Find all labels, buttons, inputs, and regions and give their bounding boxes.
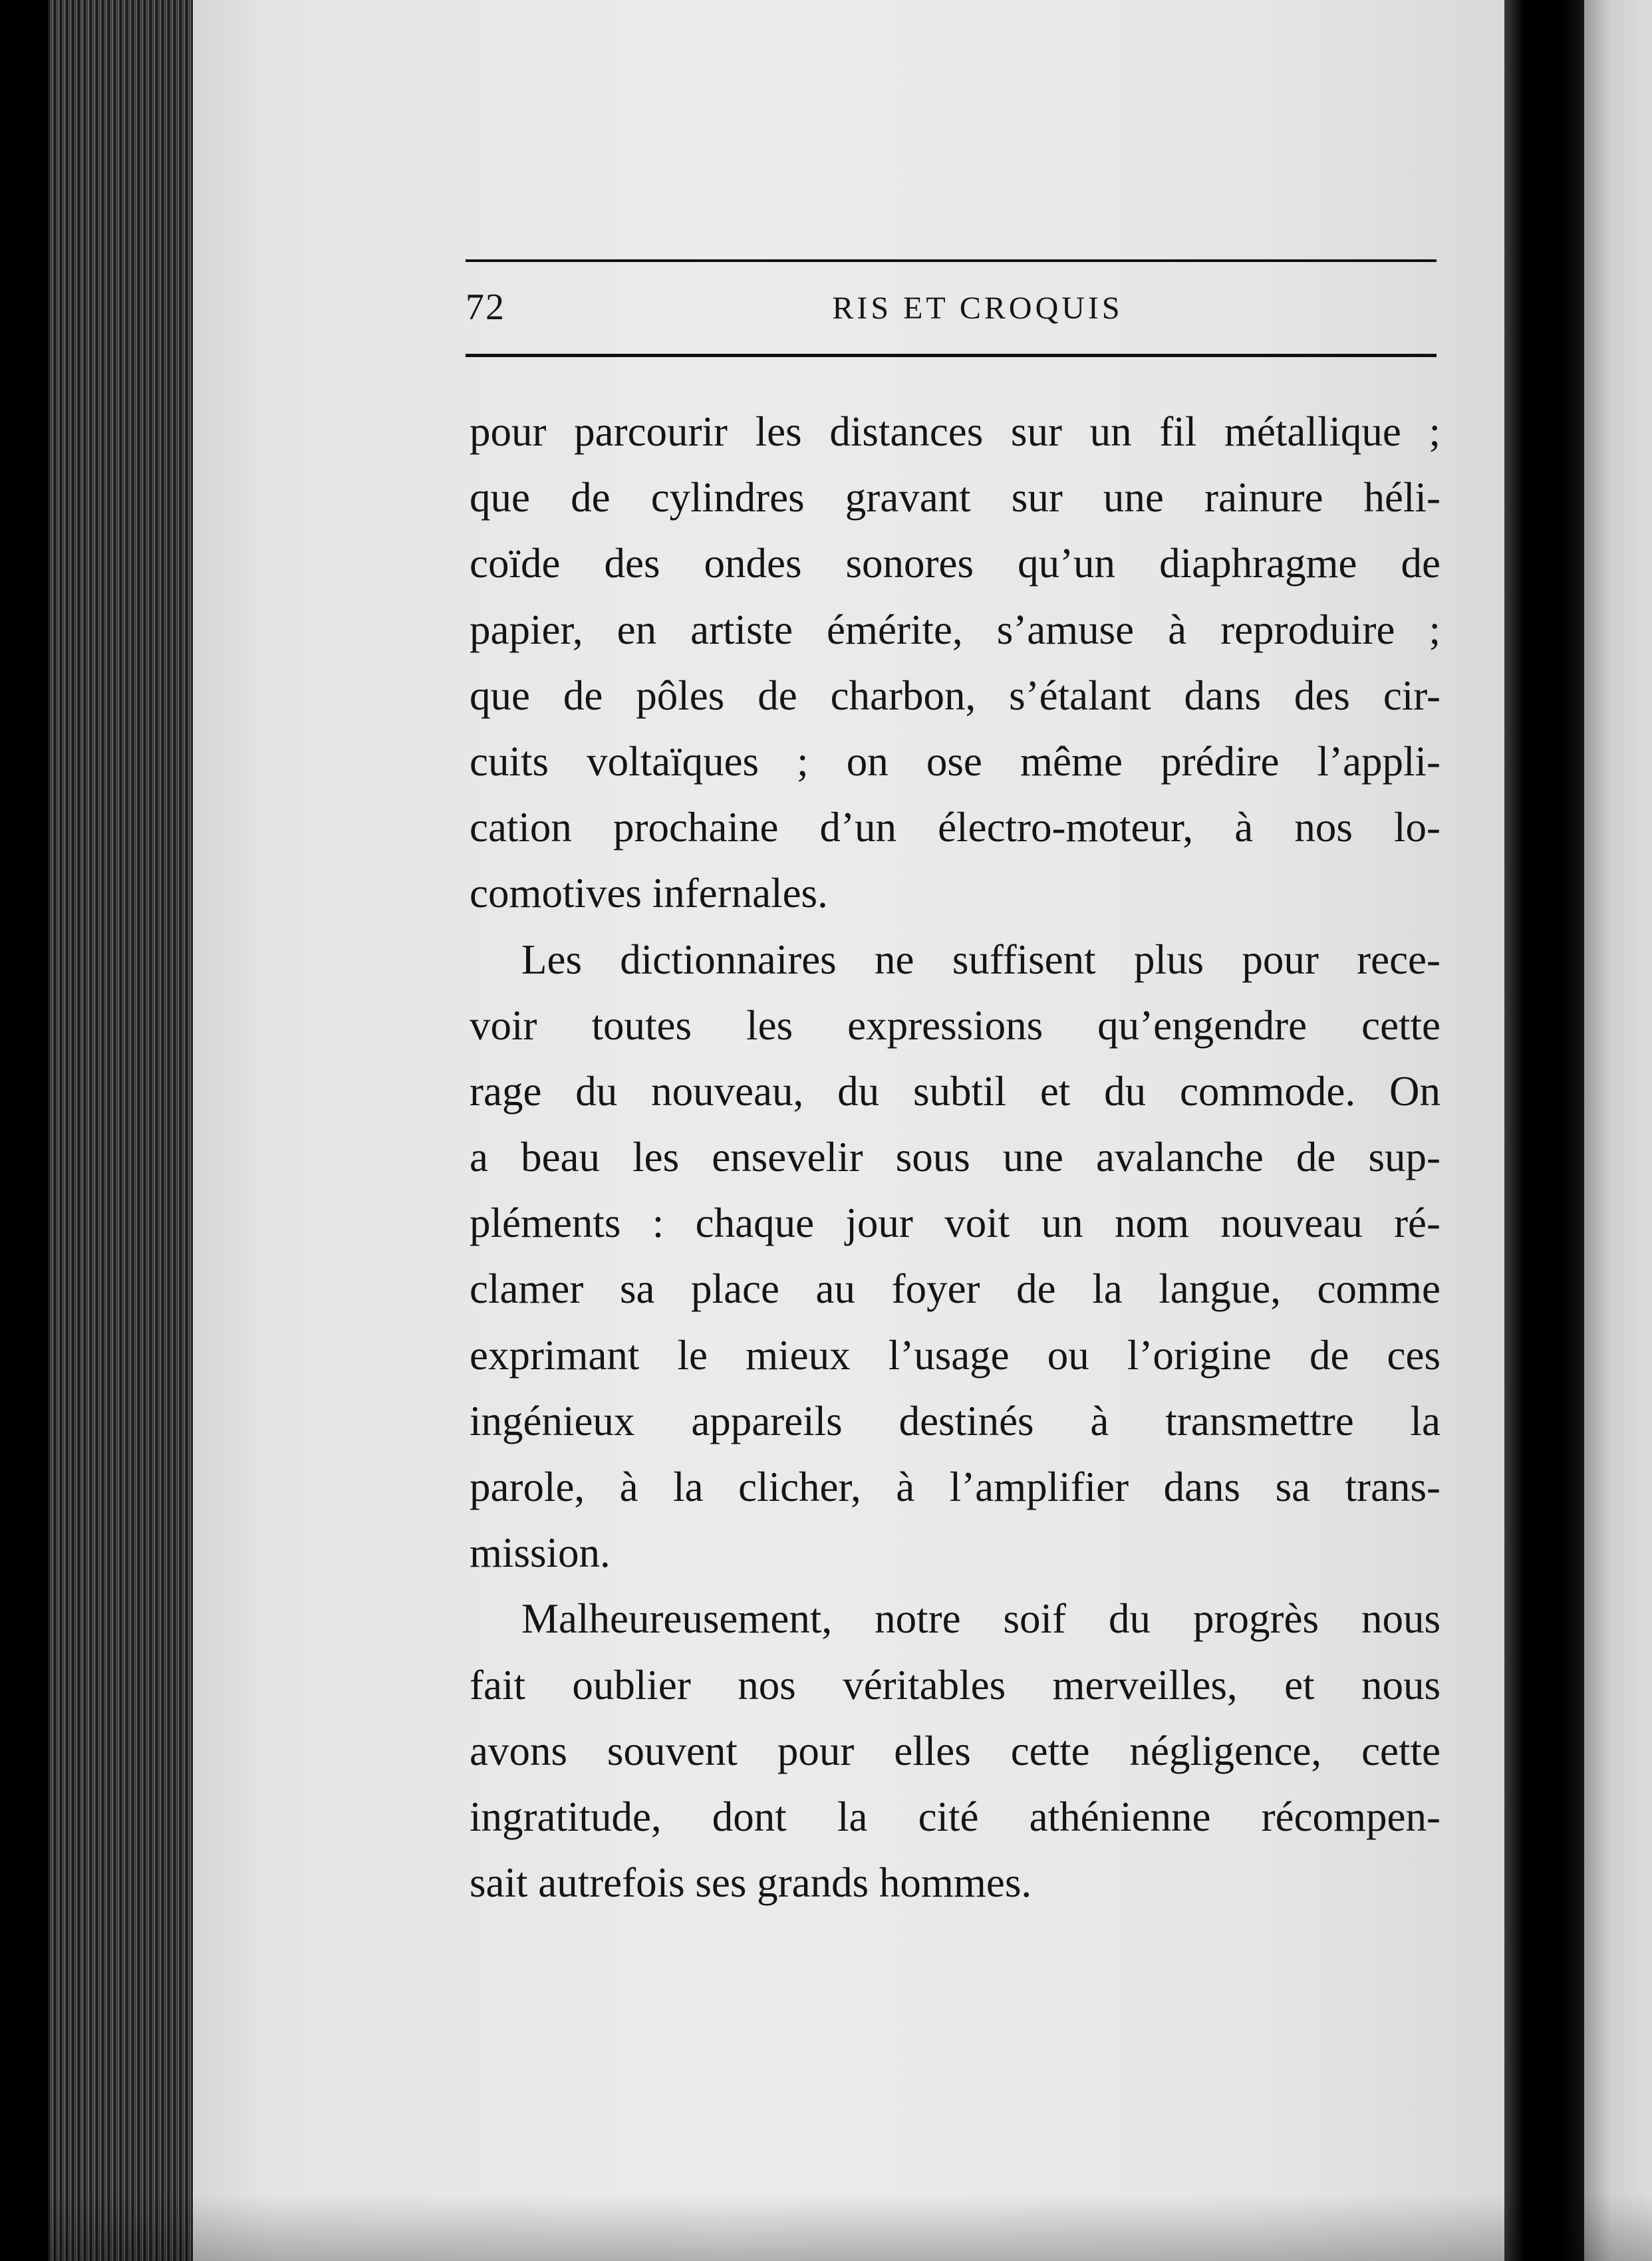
text-line: papier, en artiste émérite, s’amuse à reproduire ;: [470, 606, 1441, 653]
page-number: 72: [466, 287, 505, 328]
text-line: ingratitude, dont la cité athénienne récompen-: [470, 1793, 1441, 1840]
text-line: cation prochaine d’un électro-moteur, à nos lo-: [470, 804, 1441, 851]
text-line: coïde des ondes sonores qu’un diaphragme de: [470, 540, 1441, 587]
text-line: voir toutes les expressions qu’engendre cette: [470, 1001, 1441, 1049]
text-line: avons souvent pour elles cette négligence, cette: [470, 1727, 1441, 1774]
paragraph-first-line: Malheureusement, notre soif du progrès nous: [521, 1595, 1441, 1643]
text-line: parole, à la clicher, à l’amplifier dans sa trans-: [470, 1464, 1441, 1510]
text-line: sait autrefois ses grands hommes.: [470, 1859, 1032, 1907]
scan-border-left: [0, 0, 48, 2261]
paragraph-first-line: Les dictionnaires ne suffisent plus pour rece-: [521, 936, 1441, 983]
text-line: cuits voltaïques ; on ose même prédire l’appli-: [470, 737, 1441, 785]
text-line: rage du nouveau, du subtil et du commode. On: [470, 1067, 1441, 1115]
bottom-shadow: [48, 2194, 1652, 2261]
book-gutter-shadow: [1504, 0, 1584, 2261]
header-rule-bottom: [466, 354, 1437, 357]
text-line: mission.: [470, 1530, 611, 1577]
text-line: pléments : chaque jour voit un nom nouveau ré-: [470, 1200, 1441, 1247]
text-line: clamer sa place au foyer de la langue, comme: [470, 1265, 1441, 1313]
text-line: comotives infernales.: [470, 870, 828, 917]
header-rule-top: [466, 259, 1437, 262]
text-line: fait oublier nos véritables merveilles, et nous: [470, 1661, 1441, 1708]
book-page-edges: [48, 0, 194, 2261]
text-line: a beau les ensevelir sous une avalanche de sup-: [470, 1134, 1441, 1181]
text-line: ingénieux appareils destinés à transmettre la: [470, 1397, 1441, 1444]
text-line: exprimant le mieux l’usage ou l’origine de ces: [470, 1331, 1441, 1379]
page-body-text: [470, 399, 1441, 1916]
text-line: pour parcourir les distances sur un fil métallique ;: [470, 408, 1441, 455]
text-line: que de cylindres gravant sur une rainure héli-: [470, 474, 1441, 521]
text-line: que de pôles de charbon, s’étalant dans des cir-: [470, 672, 1441, 719]
running-title: RIS ET CROQUIS: [832, 291, 1123, 326]
facing-page-edge: [1584, 0, 1652, 2261]
